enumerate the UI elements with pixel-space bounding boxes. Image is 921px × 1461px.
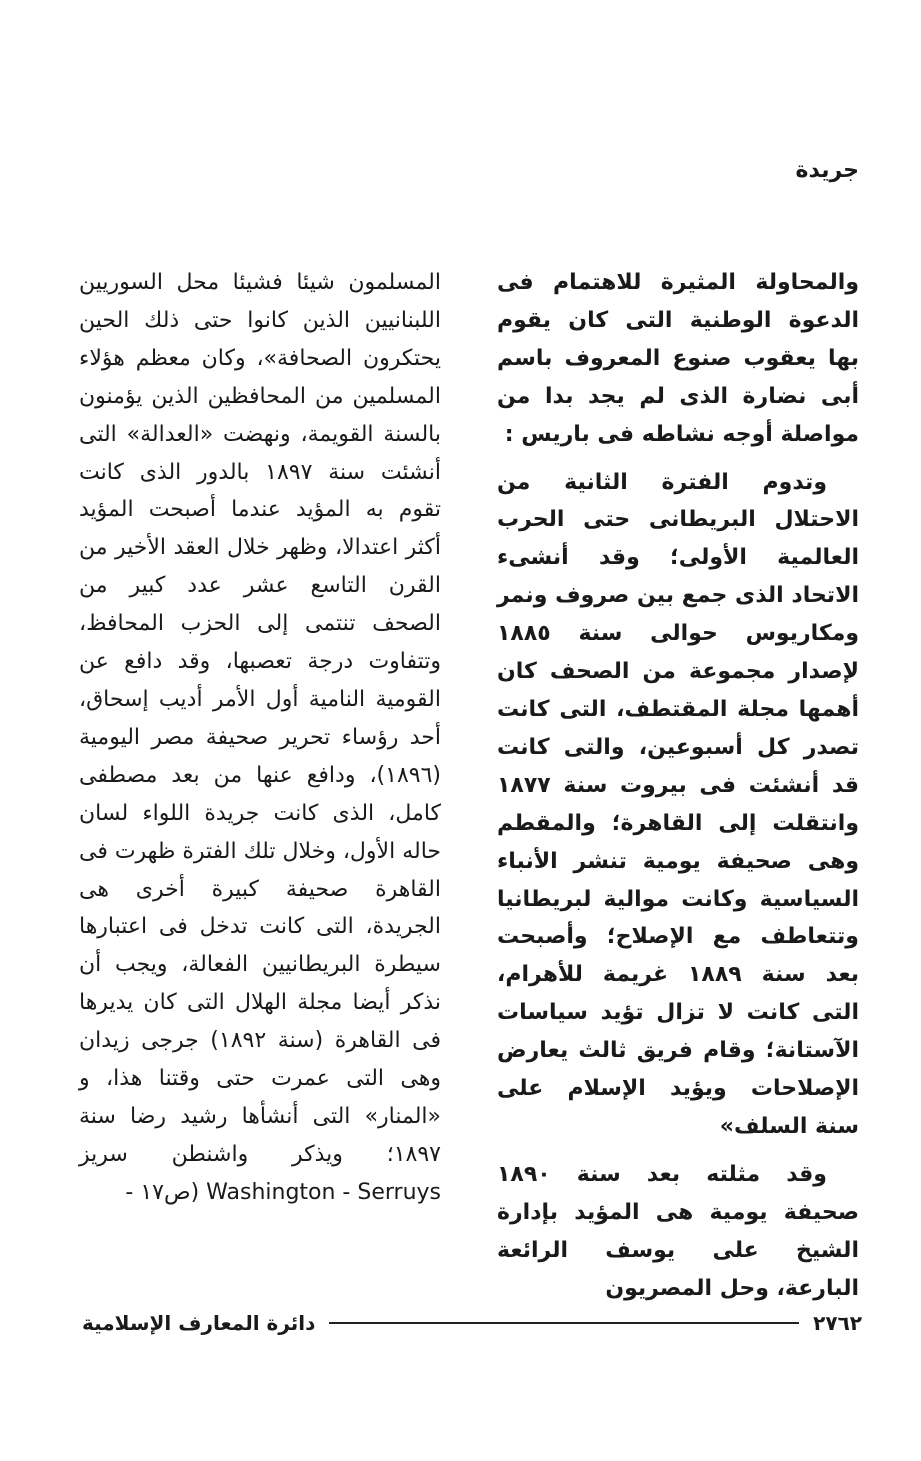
text-column-right [497, 264, 859, 1317]
paragraph: وقد مثلته بعد سنة ١٨٩٠ صحيفة يومية هى المؤيد بإدارة الشيخ على يوسف الرائعة البارعة، وحل المصريون [497, 1161, 859, 1301]
paragraph: والمحاولة المثيرة للاهتمام فى الدعوة الوطنية التى كان يقوم بها يعقوب صنوع المعروف باسم أبى نضارة الذى لم يجد بدا من مواصلة أوجه نشاطه فى باريس : [497, 270, 859, 447]
page-number: ٢٧٦٢ [813, 1311, 862, 1335]
paragraph: المسلمون شيئا فشيئا محل السوريين اللبنانيين الذين كانوا حتى ذلك الحين يحتكرون الصحافة»، وكان معظم هؤلاء المسلمين من المحافظين الذين يؤمنون بالسنة القويمة، ونهضت «العدالة» التى أنشئت سنة ١٨٩٧ بالدور الذى كانت تقوم به المؤيد عندما أصبحت المؤيد أكثر اعتدالا، وظهر خلال العقد الأخير من القرن التاسع عشر عدد كبير من الصحف تنتمى إلى الحزب المحافظ، وتتفاوت درجة تعصبها، وقد دافع عن القومية النامية أول الأمر أديب إسحاق، أحد رؤساء تحرير صحيفة مصر اليومية (١٨٩٦)، ودافع عنها من بعد مصطفى كامل، الذى كانت جريدة اللواء لسان حاله الأول، وخلال تلك الفترة ظهرت فى القاهرة صحيفة كبيرة أخرى هى الجريدة، التى كانت تدخل فى اعتبارها سيطرة البريطانيين الفعالة، ويجب أن نذكر أيضا مجلة الهلال التى كان يديرها فى القاهرة (سنة ١٨٩٢) جرجى زيدان وهى التى عمرت حتى وقتنا هذا، و «المنار» التى أنشأها رشيد رضا سنة ١٨٩٧؛ ويذكر واشنطن سريز Washington - Serruys (ص١٧ - [78, 270, 442, 1205]
text-column-left [79, 264, 441, 1212]
running-head: جريدة [795, 158, 859, 183]
page-footer [82, 1308, 862, 1338]
paragraph: وتدوم الفترة الثانية من الاحتلال البريطانى حتى الحرب العالمية الأولى؛ وقد أنشىء الاتحاد الذى جمع بين صروف ونمر ومكاريوس حوالى سنة ١٨٨٥ لإصدار مجموعة من الصحف كان أهمها مجلة المقتطف، التى كانت تصدر كل أسبوعين، والتى كانت قد أنشئت فى بيروت سنة ١٨٧٧ وانتقلت إلى القاهرة؛ والمقطم وهى صحيفة يومية تنشر الأنباء السياسية وكانت موالية لبريطانيا وتتعاطف مع الإصلاح؛ وأصبحت بعد سنة ١٨٨٩ غريمة للأهرام، التى كانت لا تزال تؤيد سياسات الآستانة؛ وقام فريق ثالث يعارض الإصلاحات ويؤيد الإسلام على سنة السلف» [497, 469, 859, 1139]
footer-title: دائرة المعارف الإسلامية [82, 1311, 316, 1335]
footer-rule [329, 1322, 799, 1324]
